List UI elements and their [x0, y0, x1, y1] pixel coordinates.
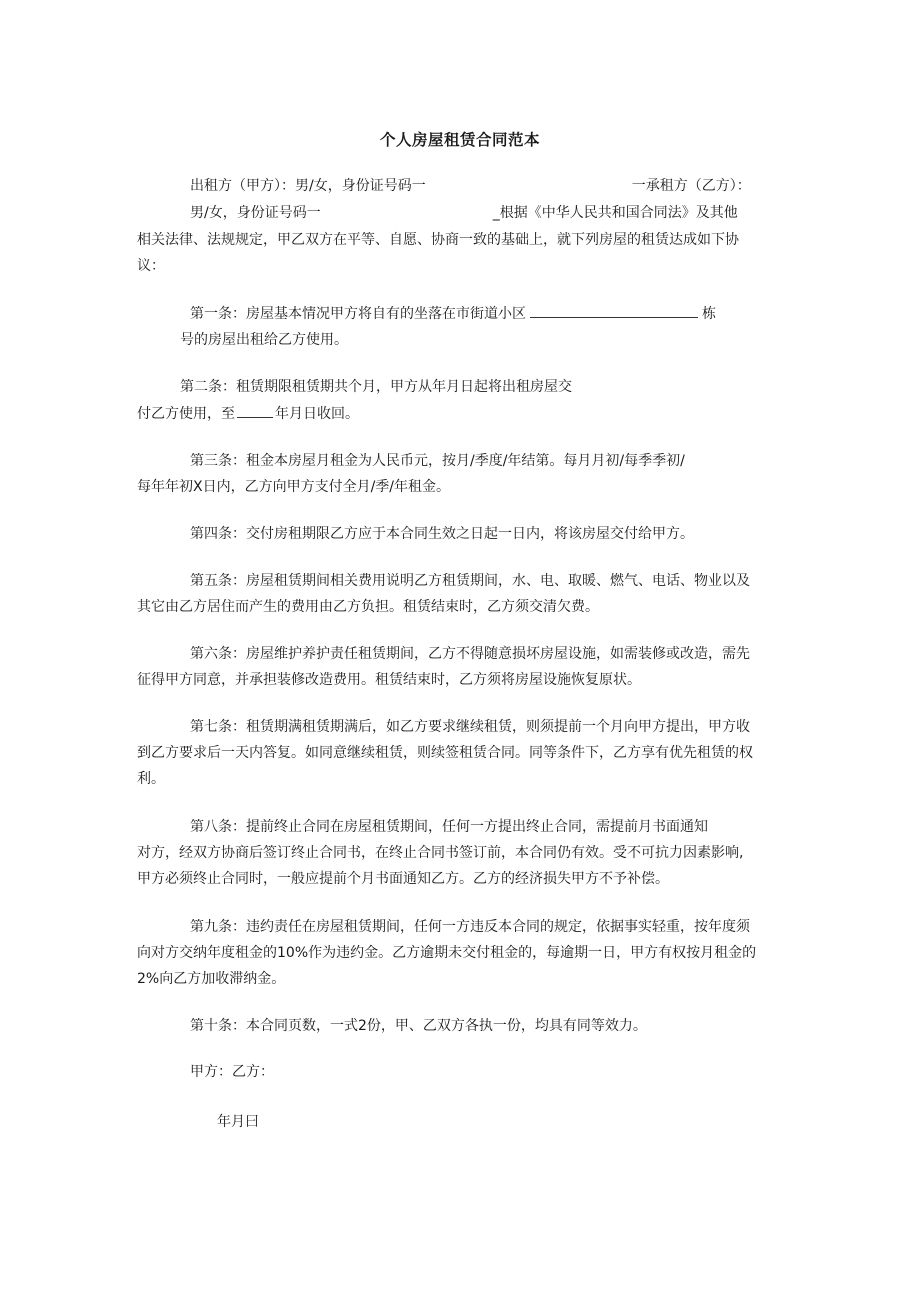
article-7-line-1: 第七条：租赁期满租赁期满后，如乙方要求继续租赁，则须提前一个月向甲方提出，甲方收	[190, 719, 750, 735]
article-8-line-3: 甲方必须终止合同时，一般应提前个月书面通知乙方。乙方的经济损失甲方不予补偿。	[137, 871, 669, 887]
signature-date: 年月曰	[217, 1114, 259, 1130]
intro-lessor-text: 出租方（甲方）：男/女，身份证号码一	[190, 178, 426, 194]
intro-law-text: _根据《中华人民共和国合同法》及其他	[492, 205, 738, 221]
article-10-line-1: 第十条：本合同页数，一式2份，甲、乙双方各执一份，均具有同等效力。	[190, 1018, 647, 1034]
intro-lessee-id-text: 男/女，身份证号码一	[190, 205, 321, 221]
address-blank	[530, 303, 698, 318]
article-1-building-text: 栋	[702, 306, 716, 322]
article-3-line-1: 第三条：租金本房屋月租金为人民币元，按月/季度/年结第。每月月初/每季季初/	[190, 453, 685, 469]
article-6-line-2: 征得甲方同意，并承担装修改造费用。租赁结束时，乙方须将房屋设施恢复原状。	[137, 672, 641, 688]
document-title: 个人房屋租赁合同范本	[379, 131, 540, 149]
intro-line-3: 相关法律、法规规定，甲乙双方在平等、自愿、协商一致的基础上，就下列房屋的租赁达成如下协	[137, 232, 739, 248]
intro-line-4: 议：	[137, 258, 165, 274]
article-7-line-2: 到乙方要求后一天内答复。如同意继续租赁，则续签租赁合同。同等条件下，乙方享有优先租赁的权	[137, 745, 753, 761]
article-2-text: 付乙方使用，至	[137, 406, 235, 422]
article-8-line-1: 第八条：提前终止合同在房屋租赁期间，任何一方提出终止合同，需提前月书面通知	[190, 819, 708, 835]
intro-lessee-text: 一承租方（乙方）：	[631, 178, 751, 194]
article-1-text: 第一条：房屋基本情况甲方将自有的坐落在市街道小区	[190, 306, 526, 322]
date-blank	[237, 403, 273, 418]
article-3-line-2: 每年年初X日内，乙方向甲方支付全月/季/年租金。	[137, 479, 451, 495]
article-1-line-2: 号的房屋出租给乙方使用。	[180, 332, 348, 348]
article-8-line-2: 对方，经双方协商后签订终止合同书，在终止合同书签订前，本合同仍有效。受不可抗力因素影响,	[137, 845, 744, 861]
article-4-line-1: 第四条：交付房租期限乙方应于本合同生效之日起一日内，将该房屋交付给甲方。	[190, 526, 694, 542]
article-6-line-1: 第六条：房屋维护养护责任租赁期间，乙方不得随意损坏房屋设施，如需装修或改造，需先	[190, 646, 750, 662]
intro-line-1	[190, 176, 751, 196]
signature-parties: 甲方：乙方：	[190, 1064, 274, 1080]
article-7-line-3: 利。	[137, 771, 165, 787]
article-2-return-text: 年月日收回。	[275, 406, 359, 422]
article-2-line-2	[137, 403, 359, 424]
article-9-line-2: 向对方交纳年度租金的10%作为违约金。乙方逾期未交付租金的，每逾期一日，甲方有权按月租金的	[137, 945, 757, 961]
article-9-line-1: 第九条：违约责任在房屋租赁期间，任何一方违反本合同的规定，依据事实轻重，按年度须	[190, 919, 750, 935]
article-5-line-2: 其它由乙方居住而产生的费用由乙方负担。租赁结束时，乙方须交清欠费。	[137, 599, 599, 615]
article-9-line-3: 2%向乙方加收滞纳金。	[137, 971, 286, 987]
article-1-line-1	[190, 303, 716, 324]
article-5-line-1: 第五条：房屋租赁期间相关费用说明乙方租赁期间，水、电、取暖、燃气、电话、物业以及	[190, 573, 750, 589]
intro-line-2	[190, 203, 738, 223]
article-2-line-1: 第二条：租赁期限租赁期共个月，甲方从年月日起将出租房屋交	[180, 379, 572, 395]
